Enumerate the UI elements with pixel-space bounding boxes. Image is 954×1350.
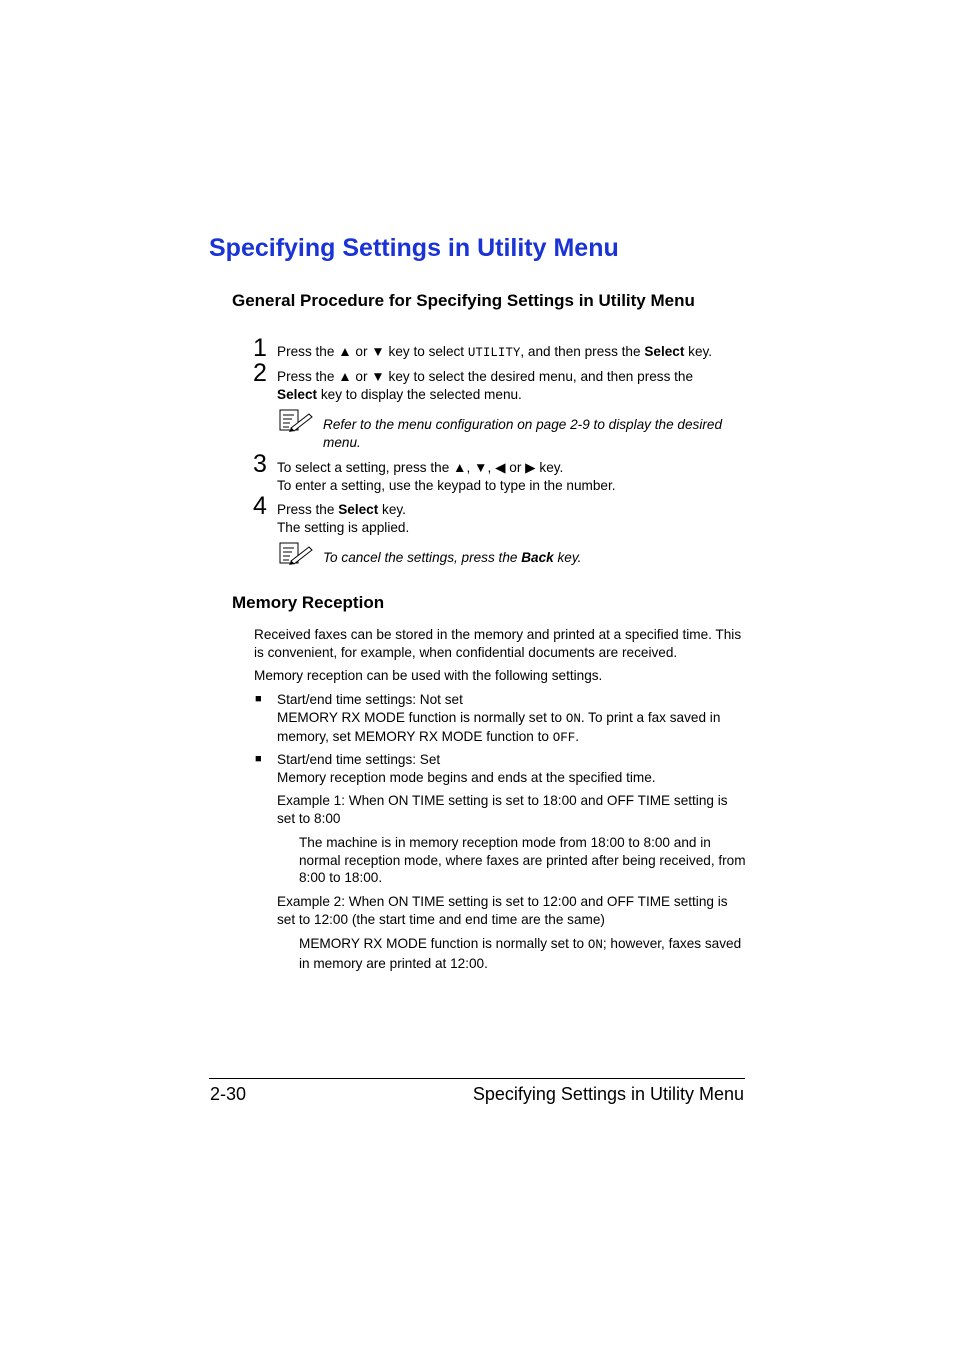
bullet-square-icon: ■ (255, 693, 262, 705)
bullet-1-text-part: MEMORY RX MODE function is normally set to (277, 709, 566, 725)
example-2-text-part: ; however, faxes saved in memory are printed at 12:00. (299, 936, 742, 971)
bullet-2-title: Start/end time settings: Set (277, 752, 441, 767)
example-2-text-part: MEMORY RX MODE function is normally set to (299, 936, 588, 951)
step-4-text-part: key. (378, 502, 406, 517)
bullet-1-code-off: OFF (552, 731, 576, 745)
step-2-line-1: Press the ▲ or ▼ key to select the desired menu, and then press the (277, 369, 694, 384)
note-2-text-part: key. (553, 550, 582, 565)
step-number-4: 4 (253, 492, 267, 520)
example-1-detail: The machine is in memory reception mode from 18:00 to 8:00 and in normal reception mode, where faxes are printed after being received, from 8:00 to 18:00. (299, 835, 746, 885)
bullet-1-text-part: . To print a fax saved in memory, set MEMORY RX MODE function to (277, 709, 721, 744)
example-1-heading: Example 1: When ON TIME setting is set to 18:00 and OFF TIME setting is set to 8:00 (277, 793, 728, 826)
step-number-2: 2 (253, 359, 267, 387)
step-2-line-2: key to display the selected menu. (317, 386, 522, 402)
step-2-key-name: Select (277, 386, 318, 402)
step-3-line-1: To select a setting, press the ▲, ▼, ◀ or ▶ key. (277, 460, 564, 475)
footer-page-number: 2-30 (210, 1084, 247, 1104)
note-pencil-icon (279, 542, 313, 566)
step-2-text (277, 368, 747, 403)
bullet-1-text-part: . (575, 729, 580, 744)
bullet-1-text (277, 691, 747, 748)
note-menu-configuration: Refer to the menu configuration on page 2-9 to display the desired menu. (323, 417, 723, 450)
step-1-text-part: , and then press the (520, 344, 645, 359)
bullet-square-icon: ■ (255, 753, 262, 765)
note-cancel-settings (323, 549, 753, 567)
step-1-text-part: key. (684, 344, 713, 359)
note-2-text-part: To cancel the settings, press the (323, 550, 522, 565)
step-1-text (277, 343, 747, 363)
step-3-text (277, 459, 747, 494)
step-4-line-2: The setting is applied. (277, 519, 410, 535)
bullet-2-line: Memory reception mode begins and ends at the specified time. (277, 769, 656, 785)
step-1-key-name: Select (644, 344, 685, 359)
memory-paragraph-1: Received faxes can be stored in the memory and printed at a specified time. This is convenient, for example, when confidential documents are received. (254, 627, 742, 660)
bullet-1-title: Start/end time settings: Not set (277, 692, 463, 707)
example-2-heading: Example 2: When ON TIME setting is set to 12:00 and OFF TIME setting is set to 12:00 (the start time and end time are the same) (277, 894, 728, 927)
step-1-code: UTILITY (467, 346, 521, 360)
example-2-code-on: ON (587, 938, 603, 952)
section-heading-memory-reception: Memory Reception (232, 593, 385, 612)
step-4-text-part: Press the (277, 502, 339, 517)
memory-paragraph-2: Memory reception can be used with the following settings. (254, 668, 603, 683)
example-2-detail (299, 935, 749, 972)
step-4-text (277, 501, 747, 536)
step-1-text-part: Press the ▲ or ▼ key to select (277, 344, 468, 359)
step-4-key-name: Select (338, 502, 379, 517)
step-number-1: 1 (253, 334, 267, 362)
section-heading-general-procedure: General Procedure for Specifying Settings in Utility Menu (232, 291, 695, 310)
step-3-line-2: To enter a setting, use the keypad to type in the number. (277, 477, 616, 493)
page-title: Specifying Settings in Utility Menu (209, 234, 619, 262)
note-2-key-name: Back (521, 550, 554, 565)
step-number-3: 3 (253, 450, 267, 478)
note-pencil-icon (279, 409, 313, 433)
footer-section-title: Specifying Settings in Utility Menu (472, 1084, 744, 1104)
footer-divider (209, 1078, 745, 1079)
bullet-1-code-on: ON (565, 711, 581, 726)
bullet-2-text (277, 751, 747, 786)
